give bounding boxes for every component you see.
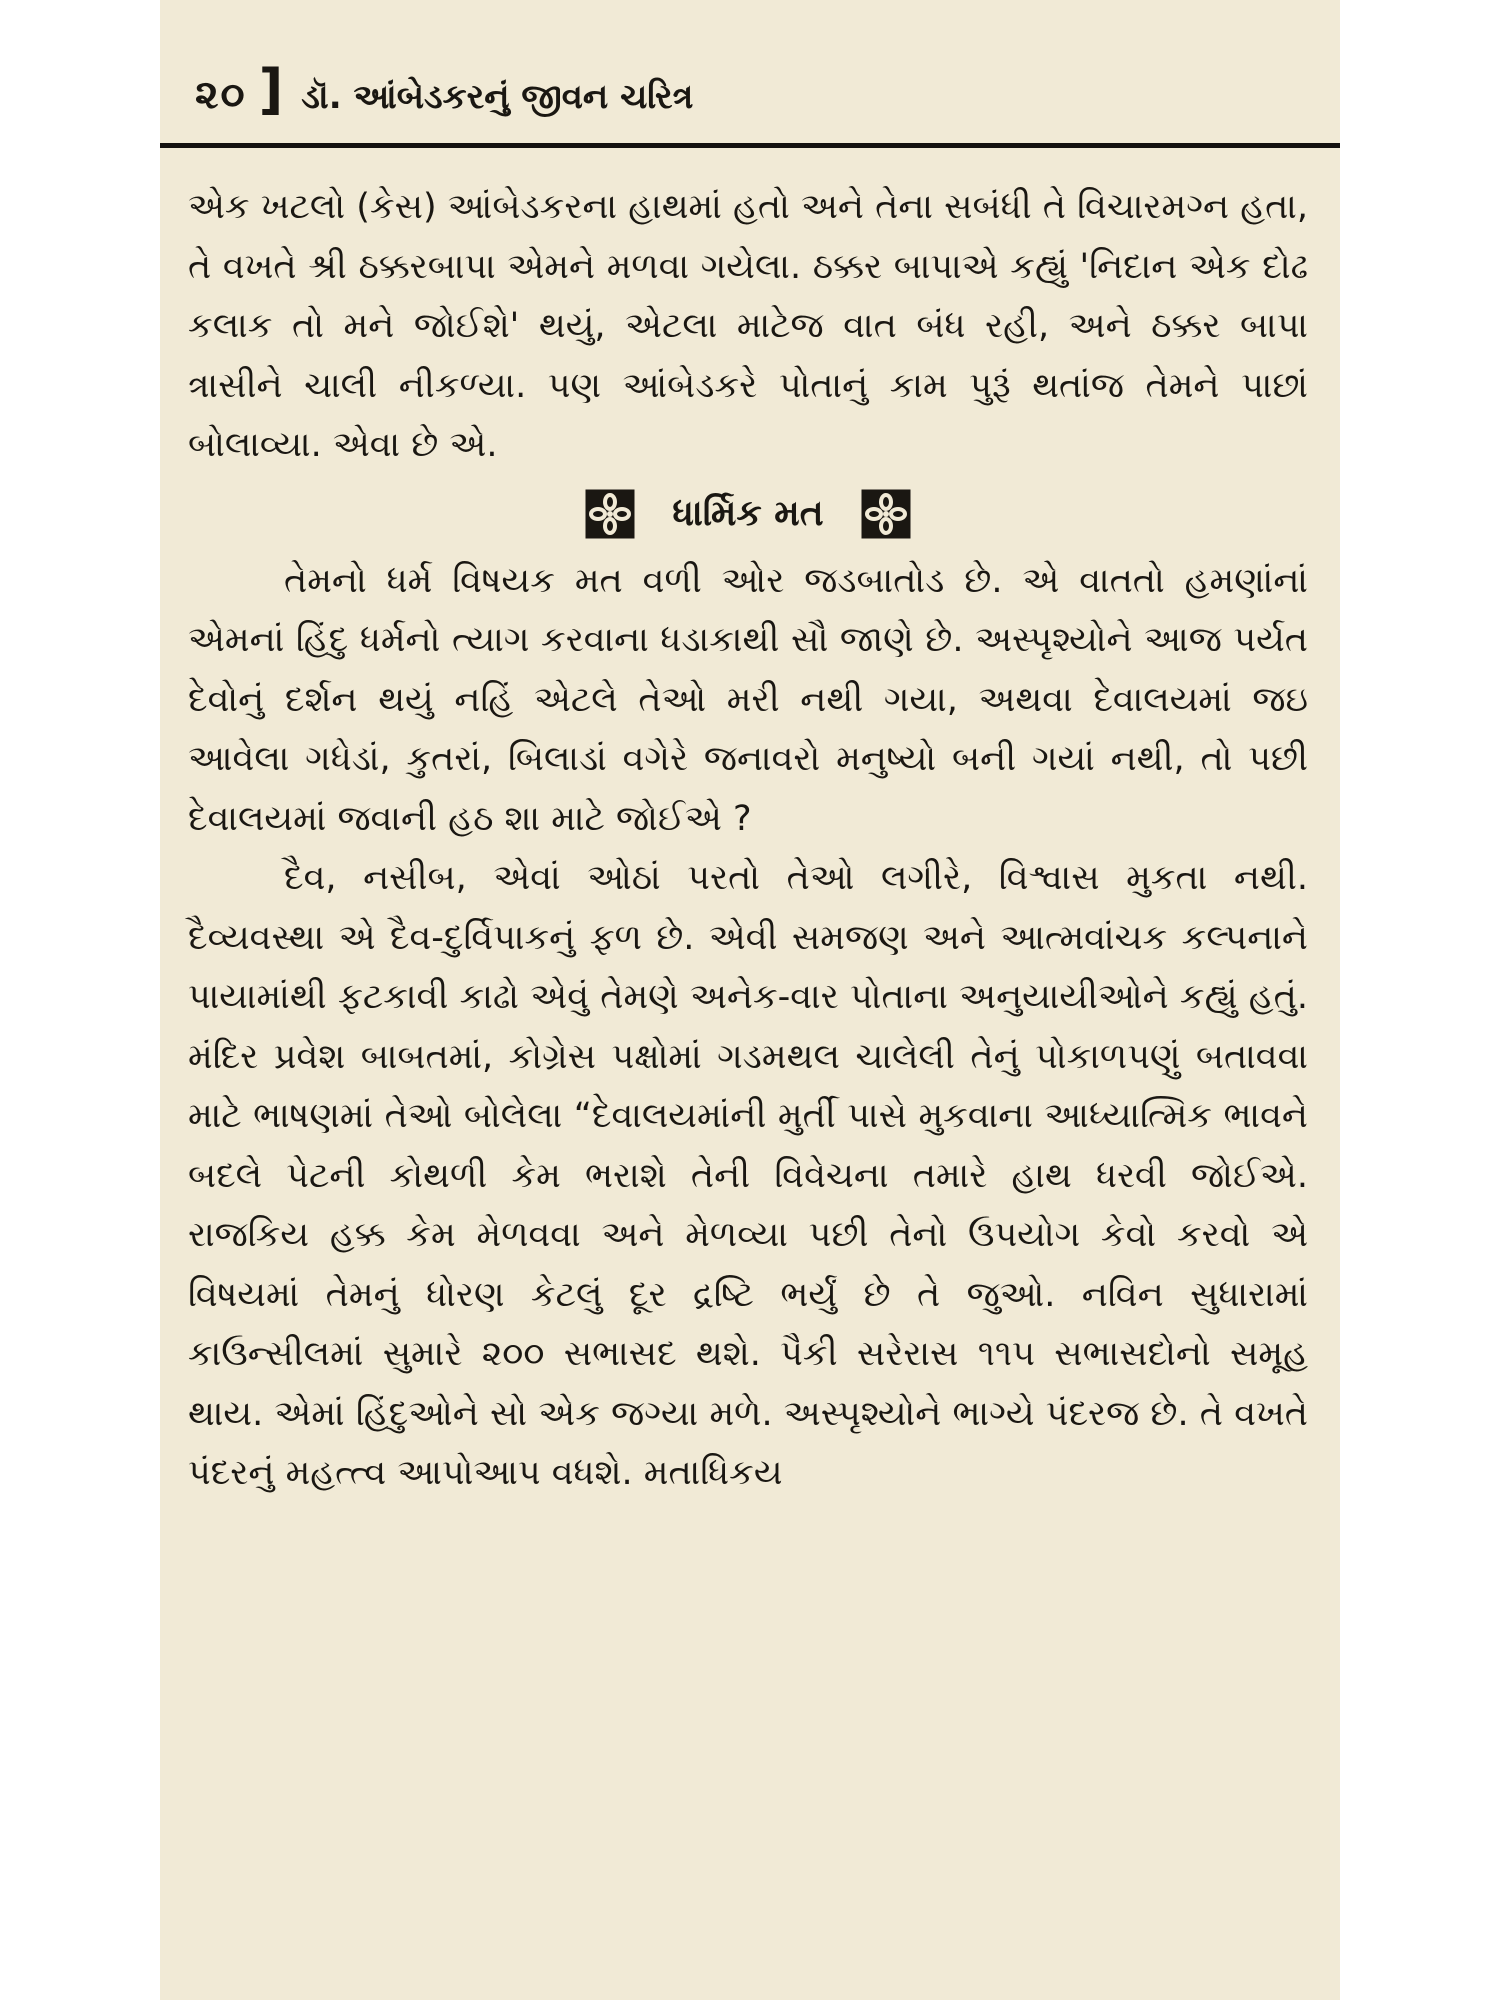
- page-header: [195, 58, 693, 128]
- paragraph-1: એક ખટલો (કેસ) આંબેડકરના હાથમાં હતો અને તેના સબંધી તે વિચારમગ્ન હતા, તે વખતે શ્રી ઠક્કરબાપા એમને મળવા ગયેલા. ઠક્કર બાપાએ કહ્યું 'નિદાન એક દોઢ કલાક તો મને જોઈશે' થયું, એટલા માટેજ વાત બંધ રહી, અને ઠક્કર બાપા ત્રાસીને ચાલી નીકળ્યા. પણ આંબેડકરે પોતાનું કામ પુરૂં થતાંજ તેમને પાછાં બોલાવ્યા. એવા છે એ.: [188, 187, 1308, 465]
- section-title: ધાર્મિક મત: [672, 492, 824, 534]
- running-title: ડૉ. આંબેડકરનું જીવન ચરિત્ર: [301, 77, 694, 117]
- page-number: ૨૦: [195, 72, 247, 118]
- header-rule: [160, 143, 1340, 148]
- page-body: [188, 178, 1308, 1504]
- ornament-right-icon: [860, 488, 912, 540]
- paragraph-2: તેમનો ધર્મ વિષયક મત વળી ઓર જડબાતોડ છે. એ વાતતો હમણાંનાં એમનાં હિંદુ ધર્મનો ત્યાગ કરવાના ધડાકાથી સૌ જાણે છે. અસ્પૃશ્યોને આજ પર્યત દેવોનું દર્શન થયું નહિં એટલે તેઓ મરી નથી ગયા, અથવા દેવાલયમાં જઇ આવેલા ગધેડાં, કુતરાં, બિલાડાં વગેરે જનાવરો મનુષ્યો બની ગયાં નથી, તો પછી દેવાલયમાં જવાની હઠ શા માટે જોઈએ ?: [188, 560, 1308, 839]
- section-heading: [188, 478, 1308, 550]
- header-bracket: ]: [258, 58, 284, 121]
- paragraph-3: દૈવ, નસીબ, એવાં ઓઠાં પરતો તેઓ લગીરે, વિશ્વાસ મુકતા નથી. દૈવ્યવસ્થા એ દૈવ-દુર્વિપાકનું ફળ છે. એવી સમજણ અને આત્મવાંચક કલ્પનાને પાયામાંથી ફટકાવી કાઢો એવું તેમણે અનેક-વાર પોતાના અનુયાયીઓને કહ્યું હતું. મંદિર પ્રવેશ બાબતમાં, કોગ્રેસ પક્ષોમાં ગડમથલ ચાલેલી તેનું પોકાળપણું બતાવવા માટે ભાષણમાં તેઓ બોલેલા “દેવાલયમાંની મુર્તી પાસે મુકવાના આધ્યાત્મિક ભાવને બદલે પેટની કોથળી કેમ ભરાશે તેની વિવેચના તમારે હાથ ધરવી જોઈએ. રાજકિય હક્ક કેમ મેળવવા અને મેળવ્યા પછી તેનો ઉપયોગ કેવો કરવો એ વિષયમાં તેમનું ધોરણ કેટલું દૂર દ્રષ્ટિ ભર્યું છે તે જુઓ. નવિન સુધારામાં કાઉન્સીલમાં સુમારે ૨૦૦ સભાસદ થશે. પૈકી સરેરાસ ૧૧૫ સભાસદોનો સમૂહ થાય. એમાં હિંદુઓને સો એક જગ્યા મળે. અસ્પૃશ્યોને ભાગ્યે પંદરજ છે. તે વખતે પંદરનું મહત્ત્વ આપોઆપ વધશે. મતાધિકય: [188, 858, 1308, 1493]
- ornament-left-icon: [584, 488, 636, 540]
- book-page: [160, 0, 1340, 2000]
